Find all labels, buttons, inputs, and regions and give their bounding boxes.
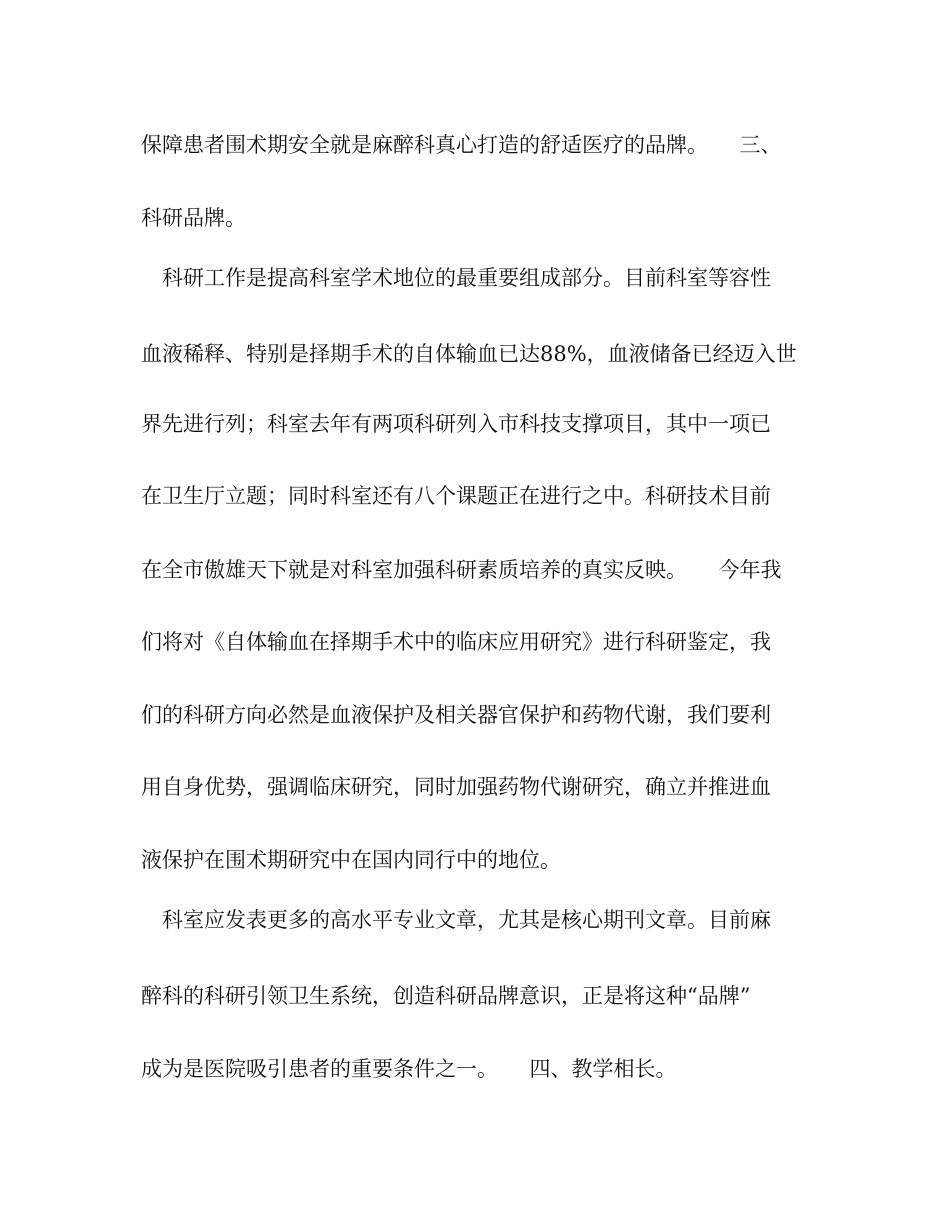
text-line-14: 成为是医院吸引患者的重要条件之一。 四、教学相长。	[141, 1057, 677, 1081]
text-line-5: 界先进行列；科室去年有两项科研列入市科技支撑项目，其中一项已	[141, 412, 771, 436]
text-line-13: 醉科的科研引领卫生系统，创造科研品牌意识，正是将这种“品牌”	[141, 984, 751, 1008]
text-line-12: 科室应发表更多的高水平专业文章，尤其是核心期刊文章。目前麻	[162, 908, 771, 932]
text-line-6: 在卫生厅立题；同时科室还有八个课题正在进行之中。科研技术目前	[141, 484, 771, 508]
text-line-1: 保障患者围术期安全就是麻醉科真心打造的舒适医疗的品牌。 三、	[141, 133, 782, 157]
text-line-7: 在全市傲雄天下就是对科室加强科研素质培养的真实反映。 今年我	[141, 558, 782, 582]
text-line-4: 血液稀释、特别是择期手术的自体输血已达88%，血液储备已经迈入世	[141, 342, 797, 366]
text-line-3: 科研工作是提高科室学术地位的最重要组成部分。目前科室等容性	[162, 266, 771, 290]
text-line-2: 科研品牌。	[141, 206, 246, 230]
text-line-10: 用自身优势，强调临床研究，同时加强药物代谢研究，确立并推进血	[141, 775, 771, 799]
text-line-8: 们将对《自体输血在择期手术中的临床应用研究》进行科研鉴定，我	[141, 630, 771, 654]
text-line-11: 液保护在围术期研究中在国内同行中的地位。	[141, 848, 561, 872]
text-line-9: 们的科研方向必然是血液保护及相关器官保护和药物代谢，我们要利	[141, 703, 771, 727]
